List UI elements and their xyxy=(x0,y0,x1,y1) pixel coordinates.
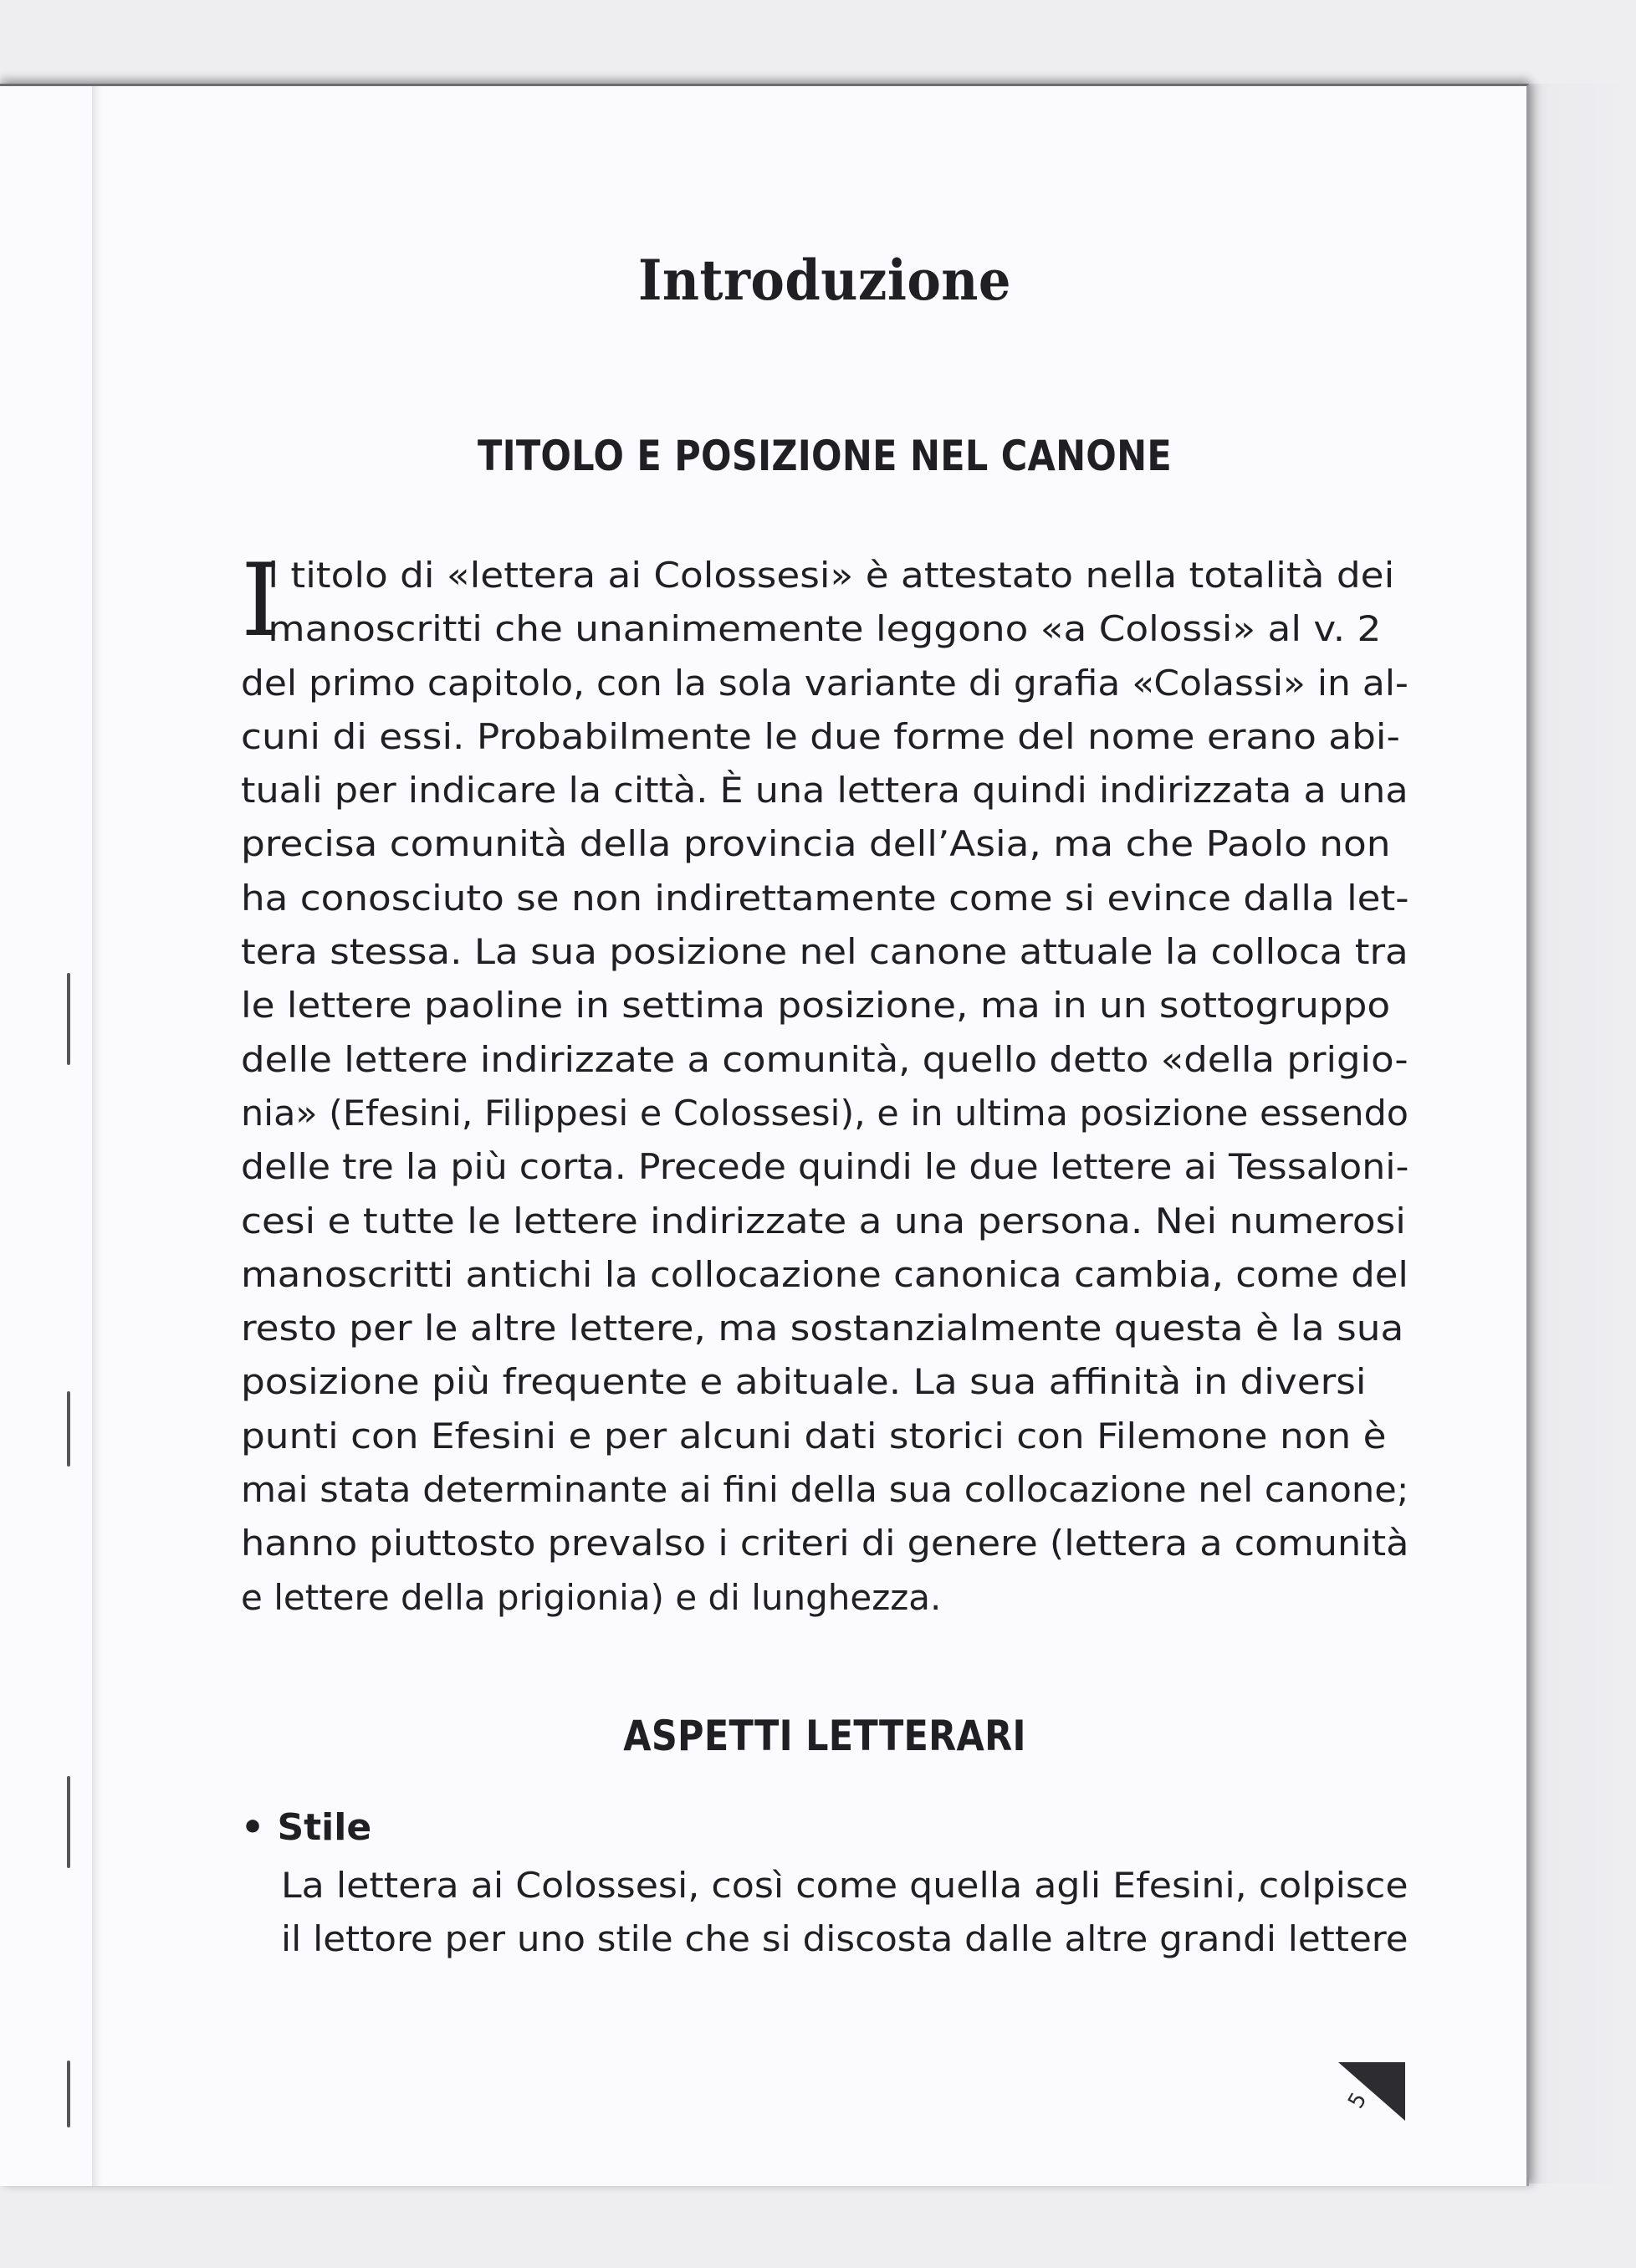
text-line: e lettere della prigionia) e di lunghezza. xyxy=(241,1576,942,1618)
text-line: punti con Efesini e per alcuni dati storici con Filemone non è xyxy=(241,1415,1387,1457)
page-gutter xyxy=(92,86,104,2186)
page-content xyxy=(241,151,1408,1966)
text-line: del primo capitolo, con la sola variante di grafia «Colassi» in al- xyxy=(241,662,1408,704)
text-line: delle tre la più corta. Precede quindi le due lettere ai Tessaloni- xyxy=(241,1146,1409,1188)
text-line: manoscritti antichi la collocazione canonica cambia, come del xyxy=(241,1253,1408,1295)
binding-stitch xyxy=(67,1776,70,1868)
body-paragraph xyxy=(241,543,1409,1625)
binding-stitch xyxy=(67,973,70,1065)
text-line: tuali per indicare la città. È una lettera quindi indirizzata a una xyxy=(241,770,1408,811)
drop-cap: I xyxy=(241,543,281,659)
text-line: nia» (Efesini, Filippesi e Colossesi), e in ultima posizione essendo xyxy=(241,1092,1408,1134)
text-line: tera stessa. La sua posizione nel canone attuale la colloca tra xyxy=(241,931,1408,973)
page-edge-shadow xyxy=(1526,84,1636,2184)
text-line: cuni di essi. Probabilmente le due forme del nome erano abi- xyxy=(241,715,1400,757)
page-number: 5 xyxy=(1343,2088,1373,2113)
bullet-paragraph xyxy=(281,1859,1408,1966)
text-line: delle lettere indirizzate a comunità, quello detto «della prigio- xyxy=(241,1038,1408,1080)
text-line: resto per le altre lettere, ma sostanzialmente questa è la sua xyxy=(241,1308,1404,1349)
section-heading-aspetti: ASPETTI LETTERARI xyxy=(623,1711,1026,1760)
text-line: hanno piuttosto prevalso i criteri di genere (lettera a comunità xyxy=(241,1523,1409,1564)
text-line: manoscritti che unanimemente leggono «a Colossi» al v. 2 xyxy=(268,608,1382,650)
text-line: La lettera ai Colossesi, così come quella agli Efesini, colpisce xyxy=(281,1864,1408,1906)
dropcap-block xyxy=(241,543,1408,659)
text-line: cesi e tutte le lettere indirizzate a una persona. Nei numerosi xyxy=(241,1200,1406,1242)
binding-stitch xyxy=(67,2061,70,2127)
section-heading-titolo: TITOLO E POSIZIONE NEL CANONE xyxy=(477,432,1173,480)
text-line: ha conosciuto se non indirettamente come si evince dalla let- xyxy=(241,877,1409,919)
text-line: il lettore per uno stile che si discosta dalle altre grandi lettere xyxy=(281,1917,1408,1959)
binding-stitch xyxy=(67,1391,70,1467)
text-line: le lettere paoline in settima posizione, ma in un sottogruppo xyxy=(241,985,1391,1026)
bullet-heading-stile: • Stile xyxy=(241,1805,372,1849)
text-line: precisa comunità della provincia dell’Asia, ma che Paolo non xyxy=(241,823,1391,865)
text-line: l titolo di «lettera ai Colossesi» è attestato nella totalità dei xyxy=(268,555,1395,596)
page-title: Introduzione xyxy=(637,248,1012,313)
text-line: mai stata determinante ai fini della sua collocazione nel canone; xyxy=(241,1469,1409,1511)
text-line: posizione più frequente e abituale. La sua affinità in diversi xyxy=(241,1361,1367,1403)
